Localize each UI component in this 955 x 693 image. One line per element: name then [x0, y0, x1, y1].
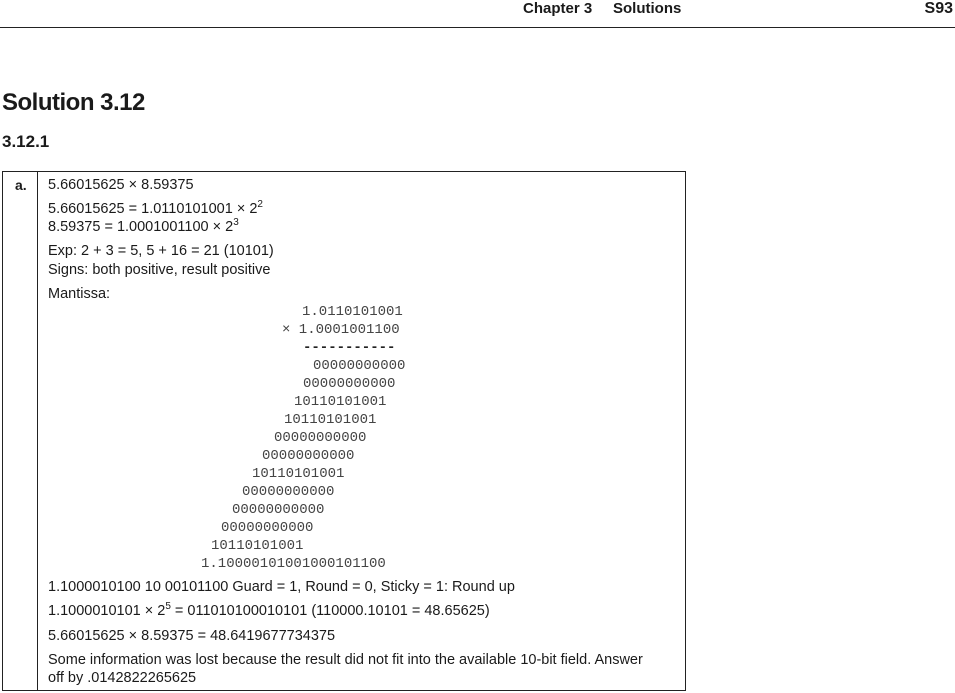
column-divider — [37, 172, 38, 690]
partial-product: 10110101001 — [284, 412, 377, 428]
note-line-2: off by .0142822265625 — [48, 670, 197, 686]
exponent-line: Exp: 2 + 3 = 5, 5 + 16 = 21 (10101) — [48, 243, 274, 259]
problem-line: 5.66015625 × 8.59375 — [48, 177, 194, 193]
product: 1.10000101001000101100 — [201, 556, 386, 572]
normalize-line-1 — [48, 201, 263, 217]
solution-title: Solution 3.12 — [2, 89, 145, 116]
result-base: 1.1000010101 × 2 — [48, 603, 166, 619]
partial-product: 10110101001 — [211, 538, 304, 554]
solution-table — [2, 171, 686, 691]
partial-product: 00000000000 — [242, 484, 335, 500]
section-label: Solutions — [613, 0, 682, 17]
exact-product-line: 5.66015625 × 8.59375 = 48.6419677734375 — [48, 628, 336, 644]
normalize-1-base: 5.66015625 = 1.0110101001 × 2 — [48, 201, 258, 217]
header-rule — [0, 27, 955, 28]
partial-product: 00000000000 — [232, 502, 325, 518]
result-line — [48, 603, 490, 619]
partial-product: 10110101001 — [252, 466, 345, 482]
partial-product: 10110101001 — [294, 394, 387, 410]
partial-product: 00000000000 — [313, 358, 406, 374]
multiplicand: 1.0110101001 — [302, 304, 403, 320]
multiplication-rule: ----------- — [303, 340, 396, 356]
multiplier: × 1.0001001100 — [282, 322, 400, 338]
page-number: S93 — [924, 0, 953, 17]
normalize-line-2 — [48, 219, 239, 235]
normalize-2-exponent: 3 — [233, 217, 239, 228]
partial-product: 00000000000 — [303, 376, 396, 392]
guard-round-sticky-line: 1.1000010100 10 00101100 Guard = 1, Round = 0, Sticky = 1: Round up — [48, 579, 515, 595]
signs-line: Signs: both positive, result positive — [48, 262, 271, 278]
partial-product: 00000000000 — [221, 520, 314, 536]
result-tail: = 011010100010101 (110000.10101 = 48.65625) — [170, 603, 490, 619]
result-exponent: 5 — [165, 601, 171, 612]
normalize-2-base: 8.59375 = 1.0001001100 × 2 — [48, 219, 234, 235]
chapter-label: Chapter 3 — [523, 0, 593, 17]
partial-product: 00000000000 — [262, 448, 355, 464]
normalize-1-exponent: 2 — [257, 199, 263, 210]
note-line-1: Some information was lost because the result did not fit into the available 10-bit field. Answer — [48, 652, 643, 668]
partial-product: 00000000000 — [274, 430, 367, 446]
mantissa-label: Mantissa: — [48, 286, 111, 302]
solution-subtitle: 3.12.1 — [2, 132, 50, 151]
row-label: a. — [15, 177, 27, 193]
